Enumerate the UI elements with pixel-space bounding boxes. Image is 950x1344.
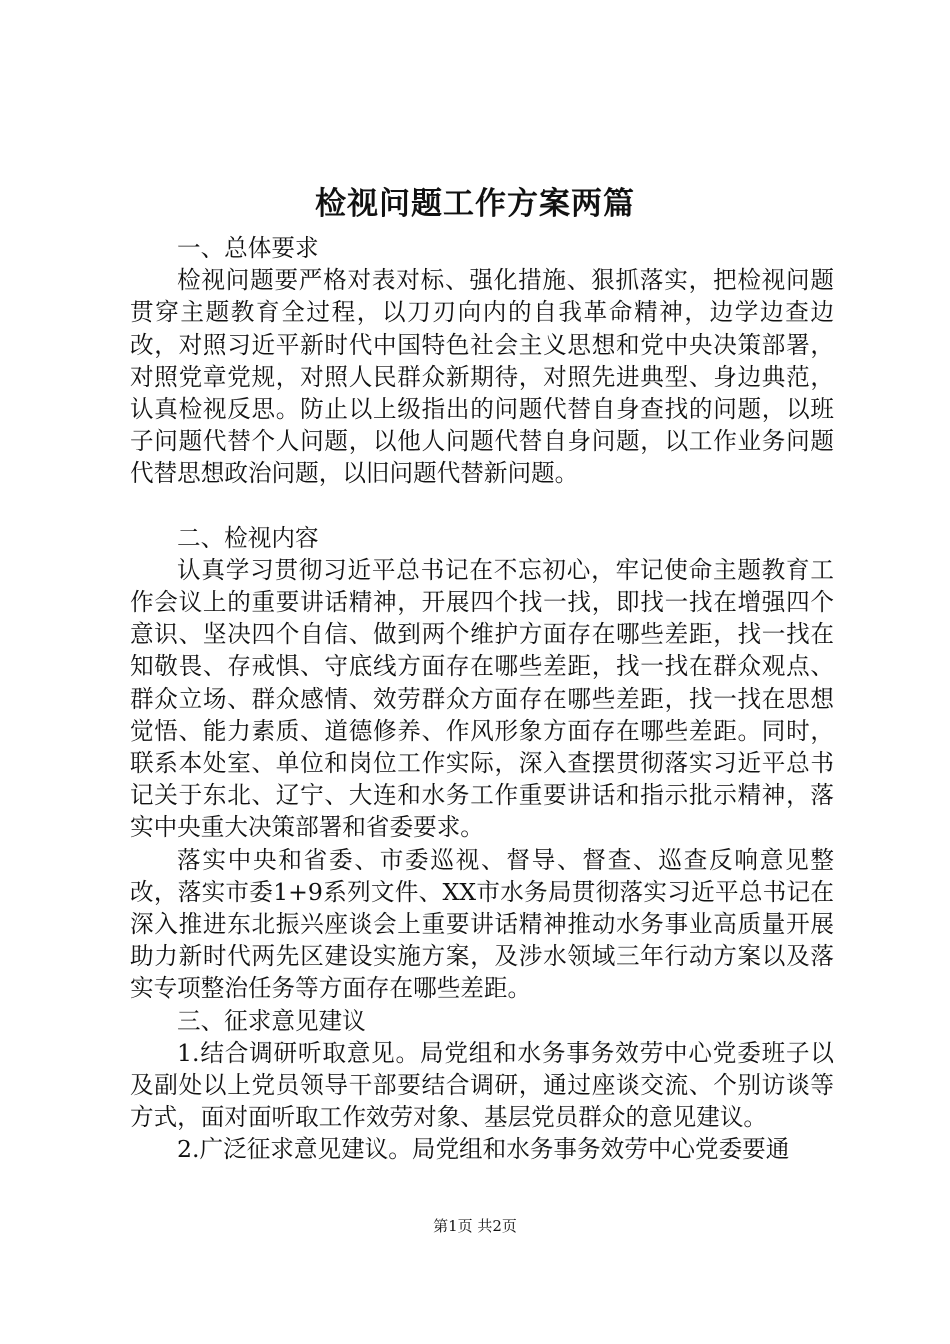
section-heading: 二、检视内容 [177,523,319,552]
paragraph: 检视问题要严格对表对标、强化措施、狠抓落实，把检视问题贯穿主题教育全过程，以刀刃向内的自我革命精神，边学边查边改，对照习近平新时代中国特色社会主义思想和党中央决策部署，对照党章党规，对照人民群众新期待，对照先进典型、身边典范，认真检视反思。防止以上级指出的问题代替自身查找的问题，以班子问题代替个人问题，以他人问题代替自身问题，以工作业务问题代替思想政治问题，以旧问题代替新问题。 [130,266,834,488]
document-body [130,232,834,1166]
section-solicit-opinions [130,1005,834,1166]
section-heading: 三、征求意见建议 [177,1006,366,1035]
paragraph-spacer [130,490,834,522]
paragraph: 2.广泛征求意见建议。局党组和水务事务效劳中心党委要通 [177,1135,790,1164]
section-heading: 一、总体要求 [177,234,319,262]
section-inspection-content [130,522,834,1005]
paragraph: 认真学习贯彻习近平总书记在不忘初心，牢记使命主题教育工作会议上的重要讲话精神，开展四个找一找，即找一找在增强四个意识、坚决四个自信、做到两个维护方面存在哪些差距，找一找在知敬畏、存戒惧、守底线方面存在哪些差距，找一找在群众观点、群众立场、群众感情、效劳群众方面存在哪些差距，找一找在思想觉悟、能力素质、道德修养、作风形象方面存在哪些差距。同时，联系本处室、单位和岗位工作实际，深入查摆贯彻落实习近平总书记关于东北、辽宁、大连和水务工作重要讲话和指示批示精神，落实中央重大决策部署和省委要求。 [130,555,834,842]
section-general-requirements [130,232,834,490]
document-title: 检视问题工作方案两篇 [315,186,635,222]
paragraph: 落实中央和省委、市委巡视、督导、督查、巡查反响意见整改，落实市委1+9系列文件、XX市水务局贯彻落实习近平总书记在深入推进东北振兴座谈会上重要讲话精神推动水务事业高质量开展助力新时代两先区建设实施方案，及涉水领域三年行动方案以及落实专项整治任务等方面存在哪些差距。 [130,845,834,1003]
page-number: 第1页 共2页 [433,1217,517,1235]
paragraph: 1.结合调研听取意见。局党组和水务事务效劳中心党委班子以及副处以上党员领导干部要结合调研，通过座谈交流、个别访谈等方式，面对面听取工作效劳对象、基层党员群众的意见建议。 [130,1038,834,1132]
